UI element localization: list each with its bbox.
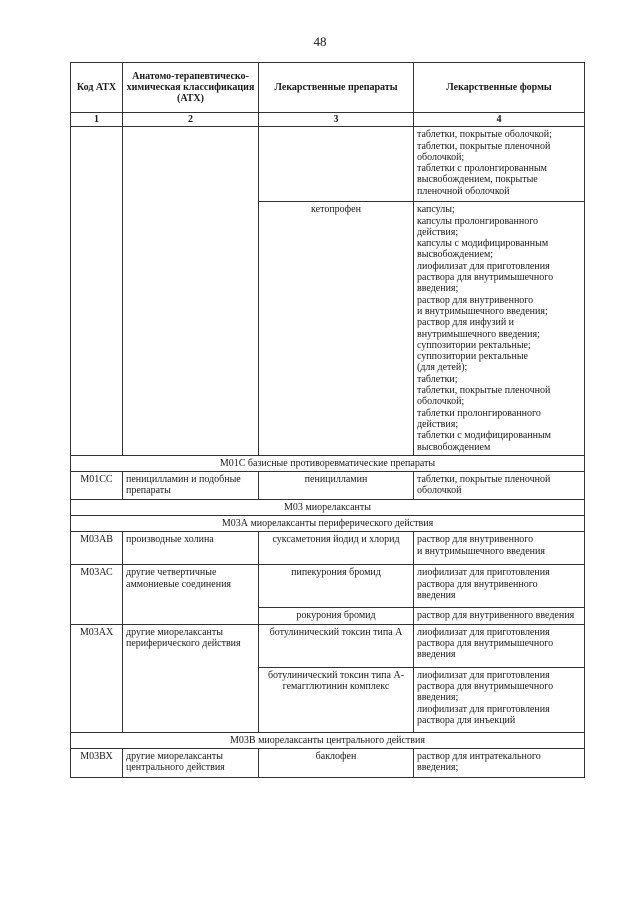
form-line: лиофилизат для приготовления	[417, 626, 550, 638]
form-line: таблетки с пролонгированным	[417, 163, 548, 175]
form-line: лиофилизат для приготовления	[417, 567, 550, 579]
atc-cell: другие миорелаксанты центрального действия	[123, 748, 259, 777]
form-line: высвобождением, покрытые	[417, 174, 538, 186]
table-row	[71, 532, 585, 565]
drug-cell: баклофен	[259, 748, 414, 777]
code-cell: М01СС	[71, 472, 123, 500]
forms-cell	[414, 472, 585, 500]
header-forms: Лекарственные формы	[414, 63, 585, 113]
header-drugs: Лекарственные препараты	[259, 63, 414, 113]
form-line: оболочкой;	[417, 151, 465, 163]
section-heading: М01С базисные противоревматические препараты	[71, 455, 585, 471]
section-row	[71, 499, 585, 515]
form-line: введения	[417, 649, 456, 661]
form-line: раствора для инъекций	[417, 714, 516, 726]
column-number: 3	[259, 113, 414, 127]
form-line: капсулы пролонгированного	[417, 215, 539, 227]
forms-cell	[414, 202, 585, 456]
code-cell: М03ВХ	[71, 748, 123, 777]
header-atc: Анатомо-терапевтическо-химическая классификация (АТХ)	[123, 63, 259, 113]
code-cell	[71, 127, 123, 456]
form-line: раствор для инфузий и	[417, 317, 515, 329]
form-line: раствора для внутривенного	[417, 578, 538, 590]
atc-cell	[123, 127, 259, 456]
form-line: введения;	[417, 762, 459, 774]
drug-cell: ботулинический токсин типа А-гемагглютинин комплекс	[259, 667, 414, 732]
column-number-row	[71, 113, 585, 127]
form-line: таблетки с модифицированным	[417, 430, 552, 442]
section-heading: М03 миорелаксанты	[71, 499, 585, 515]
form-line: таблетки, покрытые пленочной	[417, 140, 551, 152]
form-line: высвобождением	[417, 441, 491, 453]
form-line: введения;	[417, 283, 459, 295]
form-line: оболочкой;	[417, 396, 465, 408]
column-number: 4	[414, 113, 585, 127]
forms-cell	[414, 667, 585, 732]
section-row	[71, 455, 585, 471]
form-line: оболочкой	[417, 485, 462, 497]
drug-cell: пипекурония бромид	[259, 565, 414, 608]
code-cell: М03АС	[71, 565, 123, 624]
table-row	[71, 127, 585, 202]
section-heading: М03А миорелаксанты периферического действия	[71, 516, 585, 532]
forms-cell	[414, 565, 585, 608]
forms-cell	[414, 608, 585, 624]
code-cell: М03АХ	[71, 624, 123, 732]
form-line: и внутримышечного введения;	[417, 305, 548, 317]
table-row	[71, 472, 585, 500]
section-heading: М03В миорелаксанты центрального действия	[71, 732, 585, 748]
form-line: суппозитории ректальные;	[417, 339, 531, 351]
forms-cell	[414, 127, 585, 202]
form-line: раствор для интратекального	[417, 750, 541, 762]
atc-cell: производные холина	[123, 532, 259, 565]
drug-cell: пеницилламин	[259, 472, 414, 500]
form-line: капсулы с модифицированным	[417, 238, 549, 250]
table-row	[71, 748, 585, 777]
form-line: раствора для внутримышечного	[417, 272, 554, 284]
form-line: (для детей);	[417, 362, 468, 374]
code-cell: М03АВ	[71, 532, 123, 565]
form-line: раствора для внутримышечного	[417, 680, 554, 692]
form-line: и внутримышечного введения	[417, 545, 545, 557]
drug-cell: суксаметония йодид и хлорид	[259, 532, 414, 565]
form-line: действия;	[417, 418, 459, 430]
column-number: 1	[71, 113, 123, 127]
form-line: суппозитории ректальные	[417, 351, 528, 363]
atc-cell: другие четвертичные аммониевые соединения	[123, 565, 259, 624]
form-line: раствор для внутривенного введения	[417, 610, 575, 622]
drug-cell: рокурония бромид	[259, 608, 414, 624]
form-line: таблетки;	[417, 373, 458, 385]
drug-cell	[259, 127, 414, 202]
page-number: 48	[313, 34, 327, 49]
forms-cell	[414, 624, 585, 667]
forms-cell	[414, 748, 585, 777]
form-line: введения;	[417, 692, 459, 704]
form-line: действия;	[417, 226, 459, 238]
form-line: раствор для внутривенного	[417, 534, 534, 546]
form-line: капсулы;	[417, 204, 455, 216]
table-row	[71, 565, 585, 608]
form-line: таблетки пролонгированного	[417, 407, 541, 419]
header-code: Код АТХ	[71, 63, 123, 113]
form-line: лиофилизат для приготовления	[417, 703, 550, 715]
form-line: лиофилизат для приготовления	[417, 669, 550, 681]
header-row	[71, 63, 585, 113]
form-line: раствора для внутримышечного	[417, 637, 554, 649]
form-line: лиофилизат для приготовления	[417, 260, 550, 272]
form-line: введения	[417, 589, 456, 601]
atc-cell: другие миорелаксанты периферического действия	[123, 624, 259, 732]
section-row	[71, 516, 585, 532]
atc-cell: пеницилламин и подобные препараты	[123, 472, 259, 500]
form-line: таблетки, покрытые пленочной	[417, 385, 551, 397]
form-line: пленочной оболочкой	[417, 185, 510, 197]
table-row	[71, 624, 585, 667]
column-number: 2	[123, 113, 259, 127]
form-line: внутримышечного введения;	[417, 328, 540, 340]
drug-cell: ботулинический токсин типа А	[259, 624, 414, 667]
form-line: таблетки, покрытые оболочкой;	[417, 129, 552, 141]
section-row	[71, 732, 585, 748]
atc-table	[70, 62, 585, 778]
drug-cell: кетопрофен	[259, 202, 414, 456]
form-line: таблетки, покрытые пленочной	[417, 474, 551, 486]
forms-cell	[414, 532, 585, 565]
form-line: раствор для внутривенного	[417, 294, 534, 306]
form-line: высвобождением;	[417, 249, 494, 261]
